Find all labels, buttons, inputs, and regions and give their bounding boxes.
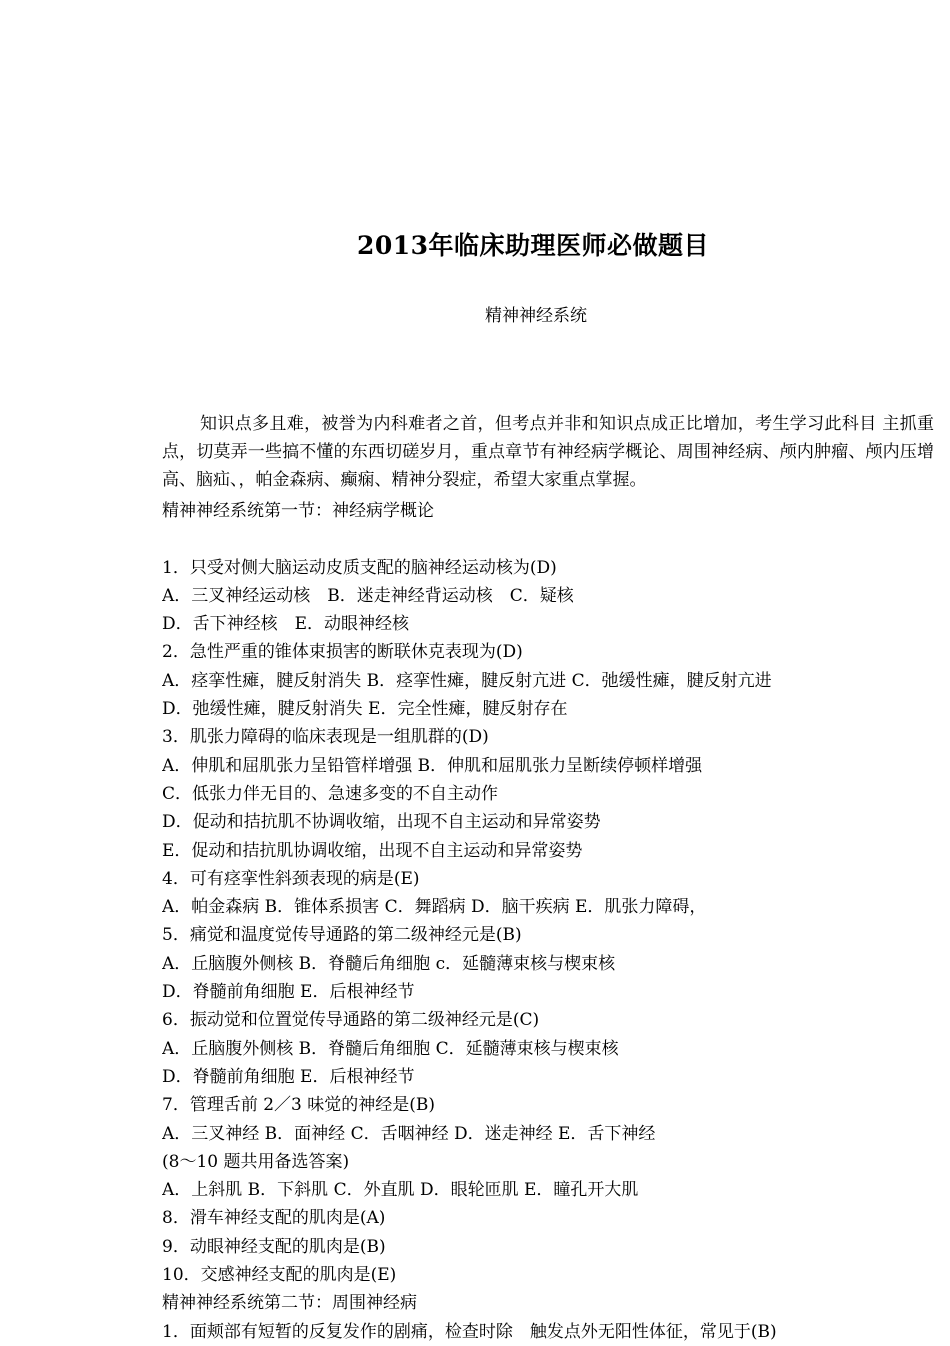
question-line: 3．肌张力障碍的临床表现是一组肌群的(D) <box>162 727 489 748</box>
question-line: 7．管理舌前 2／3 味觉的神经是(B) <box>162 1095 436 1116</box>
shared-options-note: (8～10 题共用备选答案) <box>162 1151 350 1172</box>
section-heading: 精神神经系统第一节：神经病学概论 <box>162 501 434 521</box>
question-line: 4．可有痉挛性斜颈表现的病是(E) <box>162 868 420 889</box>
question-line: 6．振动觉和位置觉传导通路的第二级神经元是(C) <box>162 1010 540 1031</box>
answer-options: A．伸肌和屈肌张力呈铅管样增强 B．伸肌和屈肌张力呈断续停顿样增强 <box>162 755 703 776</box>
answer-options: D．弛缓性瘫，腱反射消失 E．完全性瘫，腱反射存在 <box>162 699 568 720</box>
answer-options: A．三叉神经 B．面神经 C．舌咽神经 D．迷走神经 E．舌下神经 <box>162 1123 656 1144</box>
answer-options: D．脊髓前角细胞 E．后根神经节 <box>162 1066 415 1087</box>
answer-options: D．脊髓前角细胞 E．后根神经节 <box>162 982 415 1003</box>
answer-options: A．丘脑腹外侧核 B．脊髓后角细胞 c．延髓薄束核与楔束核 <box>162 953 616 974</box>
document-title: 2013年临床助理医师必做题目 <box>356 231 710 260</box>
section-heading: 精神神经系统第二节：周围神经病 <box>162 1293 417 1314</box>
question-line: 8．滑车神经支配的肌肉是(A) <box>162 1208 386 1229</box>
answer-options: A．三叉神经运动核 B．迷走神经背运动核 C．疑核 <box>162 585 574 606</box>
answer-options: D．舌下神经核 E．动眼神经核 <box>162 614 410 635</box>
question-line: 2．急性严重的锥体束损害的断联休克表现为(D) <box>162 642 523 663</box>
question-line: 5．痛觉和温度觉传导通路的第二级神经元是(B) <box>162 925 522 946</box>
section-subtitle: 精神神经系统 <box>485 306 587 326</box>
answer-options: D．促动和拮抗肌不协调收缩，出现不自主运动和异常姿势 <box>162 812 601 833</box>
answer-options: E．促动和拮抗肌协调收缩，出现不自主运动和异常姿势 <box>162 840 583 861</box>
blank-line <box>162 525 942 553</box>
question-line: 1．只受对侧大脑运动皮质支配的脑神经运动核为(D) <box>162 557 557 578</box>
answer-options: A．帕金森病 B．锥体系损害 C．舞蹈病 D．脑干疾病 E．肌张力障碍， <box>162 897 707 918</box>
intro-paragraph: 知识点多且难，被誉为内科难者之首，但考点并非和知识点成正比增加，考生学习此科目 主抓重点，切莫弄一些搞不懂的东西切磋岁月，重点章节有神经病学概论、周围神经病、颅内肿瘤、颅内压增高、脑疝、，帕金森病、癫痫、精神分裂症，希望大家重点掌握。 <box>162 414 934 490</box>
question-list <box>162 497 942 1346</box>
answer-options: C．低张力伴无目的、急速多变的不自主动作 <box>162 783 499 804</box>
question-line: 9．动眼神经支配的肌肉是(B) <box>162 1236 386 1257</box>
answer-options: A．丘脑腹外侧核 B．脊髓后角细胞 C．延髓薄束核与楔束核 <box>162 1038 619 1059</box>
answer-options: A．上斜肌 B．下斜肌 C．外直肌 D．眼轮匝肌 E．瞳孔开大肌 <box>162 1180 639 1201</box>
answer-options: A．痉挛性瘫，腱反射消失 B．痉挛性瘫，腱反射亢进 C．弛缓性瘫，腱反射亢进 <box>162 670 772 691</box>
question-line: 1．面颊部有短暂的反复发作的剧痛，检查时除 触发点外无阳性体征，常见于(B) <box>162 1321 777 1342</box>
question-line: 10．交感神经支配的肌肉是(E) <box>162 1265 397 1286</box>
